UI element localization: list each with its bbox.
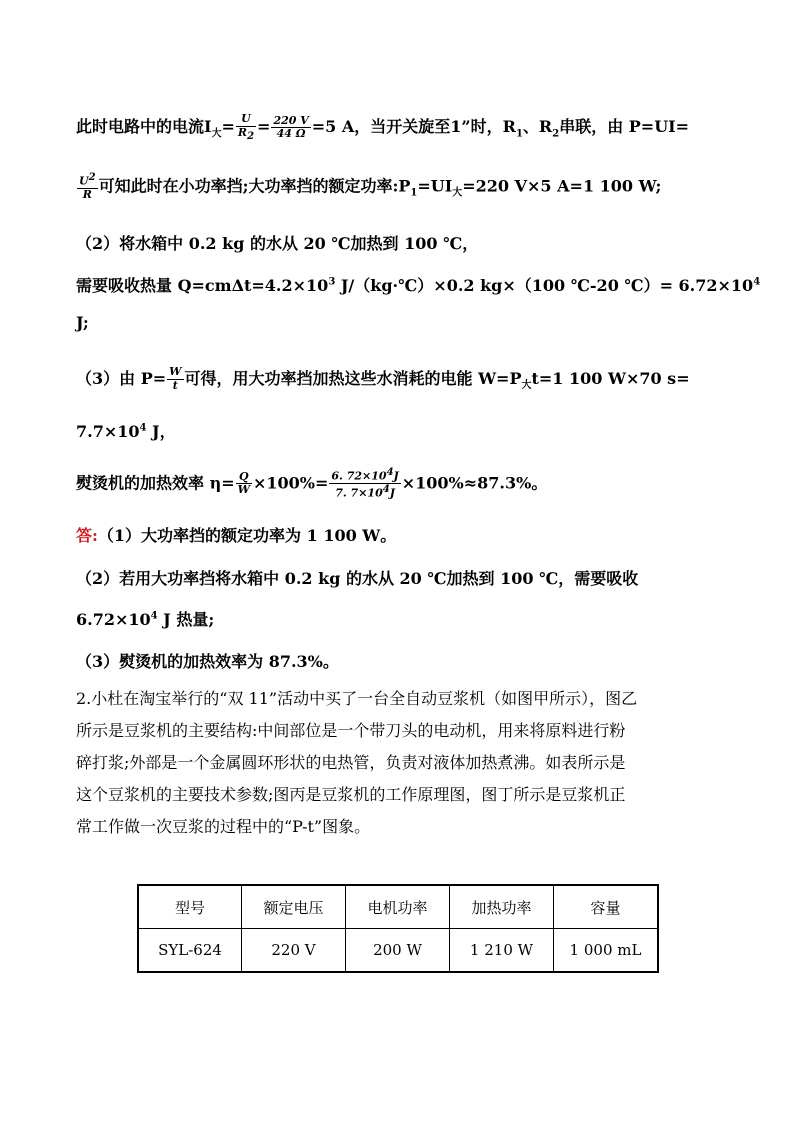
text: =5 A，当开关旋至1”时，R: [311, 117, 516, 137]
text: =: [221, 117, 235, 137]
text: 此时电路中的电流I: [76, 117, 212, 137]
question-line: 这个豆浆机的主要技术参数;图丙是豆浆机的工作原理图，图丁所示是豆浆机正: [76, 785, 626, 804]
table-cell: 1 000 mL: [554, 929, 659, 973]
solution-line-8: 熨烫机的加热效率 η= $\frac{Q}{W}$ ×100%= $\frac{6. 72\times 10^4J}{7. 7\times 10^4J}$ ×100%≈87.3%。: [76, 467, 548, 500]
question-line: 所示是豆浆机的主要结构:中间部位是一个带刀头的电动机，用来将原料进行粉: [76, 721, 626, 740]
question-line: 常工作做一次豆浆的过程中的“P-t”图象。: [76, 817, 371, 836]
table-header: 型号: [138, 885, 242, 929]
solution-line-1: 此时电路中的电流$I_大=$ $\frac{U}{R_2}$ = $\frac{220 V}{44 \Omega}$ =5 A，当开关旋至1”时，$R_1$、$R_2$串联，由 P=UI=: [76, 112, 690, 142]
solution-line-7: $7.7\times 10^4$ J，: [76, 422, 176, 441]
solution-line-3: （2）将水箱中 0.2 kg 的水从 20 ℃加热到 100 ℃，: [76, 234, 479, 253]
solution-line-4: 需要吸收热量 $Q=cm\Delta t=4.2\times 10^3$ J/（kg·℃）×0.2 kg×（100 ℃-20 ℃）= $6.72\times 10^4$: [76, 276, 761, 295]
fraction-u2-over-r: $\frac{U^2}{R}$: [79, 172, 96, 202]
subscript: 大: [211, 128, 222, 140]
spec-table: [137, 884, 659, 973]
table-cell: 220 V: [242, 929, 346, 973]
solution-line-6: （3）由 P= $\frac{W}{t}$ 可得，用大功率挡加热这些水消耗的电能 $W=P_大t=1$ 100 W×70 s=: [76, 365, 690, 392]
fraction-u-over-r2: $\frac{U}{R_2}$: [237, 112, 255, 142]
fraction-q-over-w: $\frac{Q}{W}$: [237, 469, 250, 497]
text: =: [257, 117, 271, 137]
table-cell: SYL-624: [138, 929, 242, 973]
answer-line-3: $6.72\times 10^4$ J 热量;: [76, 610, 215, 629]
solution-line-2: $\frac{U^2}{R}$ 可知此时在小功率挡;大功率挡的额定功率$:P_1=UI_大=220$ V×5 A=1 100 W;: [79, 172, 662, 202]
table-header-row: [138, 885, 658, 929]
table-row: [138, 929, 658, 973]
fraction-efficiency: $\frac{6. 72\times 10^4J}{7. 7\times 10^4J}$: [331, 467, 399, 500]
answer-line-4: （3）熨烫机的加热效率为 87.3%。: [76, 652, 339, 671]
table-cell: 200 W: [346, 929, 450, 973]
table-header: 电机功率: [346, 885, 450, 929]
fraction-220v-over-44ohm: $\frac{220 V}{44 \Omega}$: [273, 113, 309, 141]
table-header: 容量: [554, 885, 659, 929]
question-line: 2.小杜在淘宝举行的“双 11”活动中买了一台全自动豆浆机（如图甲所示），图乙: [76, 689, 638, 708]
table-cell: 1 210 W: [450, 929, 554, 973]
table-header: 加热功率: [450, 885, 554, 929]
fraction-w-over-t: $\frac{W}{t}$: [169, 365, 182, 392]
solution-line-5: J;: [76, 313, 89, 332]
answer-line-2: （2）若用大功率挡将水箱中 0.2 kg 的水从 20 ℃加热到 100 ℃，需要吸收: [76, 569, 639, 588]
answer-label: 答:: [76, 526, 98, 545]
table-header: 额定电压: [242, 885, 346, 929]
answer-line-1: 答:（1）大功率挡的额定功率为 1 100 W。: [76, 526, 397, 545]
question-line: 碎打浆;外部是一个金属圆环形状的电热管，负责对液体加热煮沸。如表所示是: [76, 753, 626, 772]
question-2: [76, 683, 726, 843]
